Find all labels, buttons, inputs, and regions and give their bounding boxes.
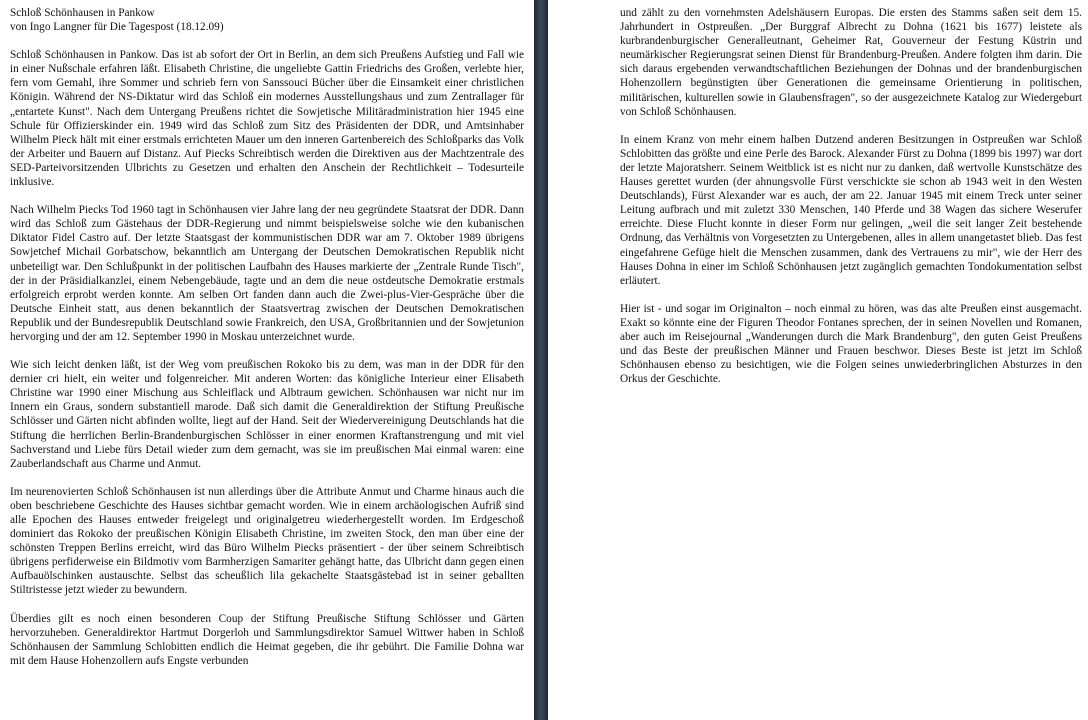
paragraph: In einem Kranz von mehr einem halben Dutzend anderen Besitzungen in Ostpreußen war Schloß Schlobitten das größte und eine Perle des Barock. Alexander Fürst zu Dohna (1899 bis 1997) war dort der letzte Majoratsherr. Seinem Weitblick ist es nicht nur zu danken, daß wertvolle Kunstschätze des Hauses gerettet wurden (der ahnungsvolle Fürst verschickte sie schon ab 1943 weit in den Westen Deutschlands), Fürst Alexander war es auch, der am 22. Januar 1945 mit einem Treck unter seiner Leitung aufbrach und mit zuletzt 330 Menschen, 140 Pferde und 38 Wagen das sichere Weserufer erreichte. Diese Flucht konnte in dieser Form nur gelingen, „weil die seit langer Zeit bestehende Ordnung, das Verhältnis von Vorgesetzten zu Untergebenen, alles in allem unangetastet blieb. Das fest eingefahrene Gefüge hielt die Menschen zusammen, dank des Vertrauens zu mir", wie der Herr des Hauses Dohna in einer im Schloß Schönhausen jetzt zugänglich gemachten Tondokumentation selbst erläutert. — [620, 133, 1083, 287]
paragraph: Im neurenovierten Schloß Schönhausen ist nun allerdings über die Attribute Anmut und Charme hinaus auch die oben beschriebene Geschichte des Hauses sichtbar gemacht worden. Wie in einem archäologischen Aufriß sind alle Epochen des Hauses entweder freigelegt und originalgetreu wiederhergestellt worden. Im Erdgeschoß dominiert das Rokoko der preußischen Königin Elisabeth Christine, im zweiten Stock, den man über eine der schönsten Treppen Berlins erreicht, wird das Büro Wilhelm Piecks präsentiert - der über seinem Schreibtisch übrigens perfiderweise ein Bildmotiv vom Barmherzigen Samariter gehängt hatte, das Ulbricht dann gegen einen Aufbauölschinken austauschte. Selbst das scheußlich lila gekachelte Staatsgästebad ist in seiner geballten Stiltristesse jetzt wieder zu bewundern. — [10, 485, 524, 597]
paragraph: Nach Wilhelm Piecks Tod 1960 tagt in Schönhausen vier Jahre lang der neu gegründete Staatsrat der DDR. Dann wird das Schloß zum Gästehaus der DDR-Regierung und nimmt beispielsweise solche wie den kubanischen Diktator Fidel Castro auf. Der letzte Staatsgast der kommunistischen DDR war am 7. Oktober 1989 übrigens Sowjetchef Michail Gorbatschow, bekanntlich am Untergang der Deutschen Demokratischen Republik nicht unbeteiligt war. Den Schlußpunkt in der politischen Laufbahn des Hauses markierte der „Zentrale Runde Tisch", der in der Präsidialkanzlei, einem Nebengebäude, tagte und an dem die neue ostdeutsche Demokratie erstmals erfolgreich erprobt werden konnte. Am selben Ort fanden dann auch die Zwei-plus-Vier-Gespräche über die Deutsche Einheit statt, aus denen bekanntlich der Staatsvertrag zwischen der Deutschen Demokratischen Republik und der Bundesrepublik Deutschland sowie Frankreich, den USA, Großbritannien und der Sowjetunion hervorging und der am 12. September 1990 in Moskau unterzeichnet wurde. — [10, 204, 524, 343]
document-page-right — [548, 0, 1088, 720]
page-gutter — [534, 0, 548, 720]
document-page-left — [0, 0, 534, 720]
paragraph: Wie sich leicht denken läßt, ist der Weg vom preußischen Rokoko bis zu dem, was man in der DDR für den dernier cri hielt, ein weiter und folgenreicher. Mit anderen Worten: das königliche Interieur einer Elisabeth Christine war 1990 einer Mischung aus Schleiflack und Albtraum gewichen. Schönhausen war nicht nur im Innern ein Graus, sondern substantiell marode. Daß sich damit die Generaldirektion der Stiftung Preußische Schlösser und Gärten nicht abfinden wollte, liegt auf der Hand. Seit der Wiedervereinigung Deutschlands hat die Stiftung die herrlichen Berlin-Brandenburgischen Schlösser in einer enormen Kraftanstrengung und mit viel Sachverstand und Liebe fürs Detail wieder zum dem gemacht, was sie im preußischen Mai einmal waren: eine Zauberlandschaft aus Charme und Anmut. — [10, 359, 524, 470]
article-title: Schloß Schönhausen in Pankow — [10, 7, 155, 19]
paragraph: und zählt zu den vornehmsten Adelshäusern Europas. Die ersten des Stamms saßen seit dem 15. Jahrhundert in Ostpreußen. „Der Burggraf Albrecht zu Dohna (1621 bis 1677) leistete als kurbrandenburgischer Generalleutnant, Geheimer Rat, Gouverneur der Festung Küstrin und neumärkischer Regierungsrat seinen Dienst für Brandenburg-Preußen. Andere folgten ihm darin. Die sich daraus ergebenden verwandtschaftlichen Beziehungen der Dohnas und der brandenburgischen Hohenzollern begünstigten über Generationen die gemeinsame Orientierung in politischen, militärischen, kulturellen sowie in Glaubensfragen", so der ausgezeichnete Katalog zur Wiedergeburt von Schloß Schönhausen. — [620, 7, 1082, 118]
paragraph: Überdies gilt es noch einen besonderen Coup der Stiftung Preußische Stiftung Schlösser und Gärten hervorzuheben. Generaldirektor Hartmut Dorgerloh und Sammlungsdirektor Samuel Wittwer haben in Schloß Schönhausen der Sammlung Schlobitten endlich die Heimat gegeben, die ihr gebührt. Die Familie Dohna war mit dem Hause Hohenzollern aufs Engste verbunden — [10, 612, 524, 667]
article-byline: von Ingo Langner für Die Tagespost (18.12.09) — [10, 21, 224, 34]
article-header — [10, 6, 524, 34]
paragraph: Hier ist - und sogar im Originalton – noch einmal zu hören, was das alte Preußen einst ausgemacht. Exakt so könnte eine der Figuren Theodor Fontanes sprechen, der in seinen Novellen und Romanen, aber auch im Reisejournal „Wanderungen durch die Mark Brandenburg", den guten Geist Preußens und das Beste der preußischen Männer und Frauen beschwor. Dieses Beste ist jetzt im Schloß Schönhausen ebenso zu besichtigen, wie die Folgen seines unwiederbringlichen Absturzes in den Orkus der Geschichte. — [620, 302, 1082, 386]
paragraph: Schloß Schönhausen in Pankow. Das ist ab sofort der Ort in Berlin, an dem sich Preußens Aufstieg und Fall wie in einer Nußschale erfahren läßt. Elisabeth Christine, die ungeliebte Gattin Friedrichs des Großen, verlebte hier, fern vom Gemahl, ihre Sommer und schrieb fern von Sanssouci Bücher über die Einsamkeit einer christlichen Königin. Während der NS-Diktatur wird das Schloß ein modernes Ausstellungshaus und zum Zentrallager für „entartete Kunst". Nach dem Untergang Preußens richtet die Sowjetische Militäradministration hier 1945 eine Schule für Offizierskinder ein. 1949 wird das Schloß zum Sitz des Präsidenten der DDR, und Amtsinhaber Wilhelm Pieck hält mit einer erstmals errichteten Mauer um den inneren Gartenbereich des Schloßparks das Volk der Arbeiter und Bauern auf Distanz. Auf Piecks Schreibtisch werden die Direktiven aus der Machtzentrale des SED-Parteivorsitzenden Ulbrichts zu Gesetzen und erhalten den Anschein der Rechtlichkeit – Todesurteile inklusive. — [10, 49, 524, 189]
